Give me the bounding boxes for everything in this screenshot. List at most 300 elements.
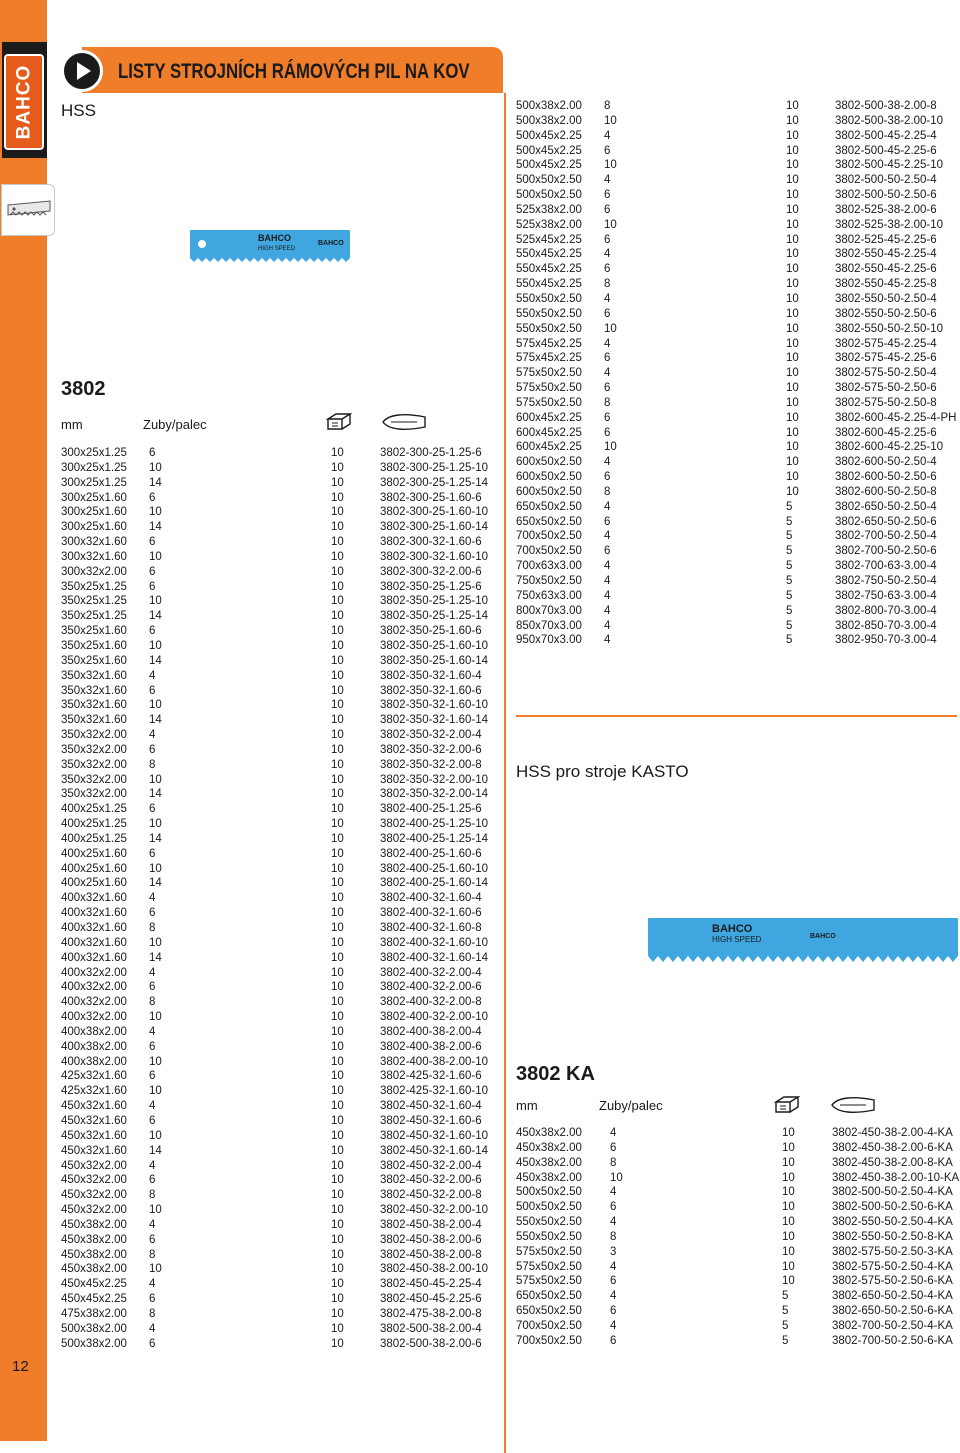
cell-teeth: 4: [604, 604, 611, 617]
cell-size: 400x32x2.00: [61, 1011, 127, 1024]
table-row: [516, 574, 956, 589]
cell-size: 550x50x2.50: [516, 307, 582, 320]
cell-code: 3802-350-25-1.25-6: [380, 580, 482, 593]
cell-code: 3802-300-25-1.60-14: [380, 521, 489, 534]
table-row: [516, 262, 956, 277]
table-row: [61, 802, 501, 817]
cell-code: 3802-575-50-2.50-4: [835, 367, 937, 380]
cell-teeth: 10: [149, 699, 162, 712]
cell-pack: 10: [331, 951, 344, 964]
cell-code: 3802-450-32-2.00-8: [380, 1189, 482, 1202]
cell-code: 3802-350-25-1.60-14: [380, 654, 489, 667]
table-row: [61, 1203, 501, 1218]
cell-size: 750x63x3.00: [516, 589, 582, 602]
cell-size: 400x32x2.00: [61, 966, 127, 979]
cell-teeth: 6: [149, 1070, 156, 1083]
cell-teeth: 6: [604, 233, 611, 246]
table-row: [61, 1277, 501, 1292]
blade-image: [190, 228, 350, 264]
cell-teeth: 6: [149, 536, 156, 549]
cell-code: 3802-500-45-2.25-6: [835, 144, 937, 157]
cell-teeth: 4: [149, 1218, 156, 1231]
table-row: [61, 446, 501, 461]
kasto-blade-brand-text: BAHCO: [712, 923, 753, 935]
cell-pack: 10: [331, 1307, 344, 1320]
cell-code: 3802-700-50-2.50-6-KA: [832, 1334, 953, 1347]
cell-size: 400x32x1.60: [61, 907, 127, 920]
table-row: [61, 876, 501, 891]
cell-pack: 10: [331, 1337, 344, 1350]
cell-code: 3802-600-50-2.50-6: [835, 471, 937, 484]
cell-pack: 10: [331, 936, 344, 949]
cell-code: 3802-400-32-1.60-10: [380, 936, 489, 949]
cell-teeth: 6: [149, 803, 156, 816]
cell-teeth: 6: [610, 1201, 617, 1214]
cell-pack: 10: [331, 892, 344, 905]
section-divider: [516, 715, 957, 717]
cell-pack: 5: [786, 515, 793, 528]
cell-code: 3802-450-32-1.60-6: [380, 1114, 482, 1127]
cell-code: 3802-400-25-1.25-10: [380, 818, 489, 831]
cell-code: 3802-575-50-2.50-6-KA: [832, 1275, 953, 1288]
cell-code: 3802-700-50-2.50-4-KA: [832, 1319, 953, 1332]
cell-pack: 5: [782, 1334, 789, 1347]
cell-pack: 10: [331, 476, 344, 489]
cell-teeth: 4: [610, 1260, 617, 1273]
table-row: [516, 292, 956, 307]
cell-pack: 10: [331, 550, 344, 563]
cell-pack: 10: [786, 382, 799, 395]
cell-code: 3802-450-38-2.00-10-KA: [832, 1171, 960, 1184]
table-row: [516, 440, 956, 455]
cell-code: 3802-450-32-2.00-10: [380, 1204, 489, 1217]
cell-pack: 10: [786, 278, 799, 291]
table-row: [516, 604, 956, 619]
cell-teeth: 8: [149, 1248, 156, 1261]
cell-code: 3802-400-25-1.25-14: [380, 832, 489, 845]
cell-teeth: 4: [149, 1322, 156, 1335]
cell-size: 425x32x1.60: [61, 1070, 127, 1083]
cell-size: 575x50x2.50: [516, 1260, 582, 1273]
cell-size: 350x25x1.60: [61, 625, 127, 638]
cell-teeth: 6: [149, 625, 156, 638]
cell-pack: 10: [331, 1070, 344, 1083]
cell-teeth: 6: [149, 580, 156, 593]
table-row: [516, 99, 956, 114]
cell-teeth: 6: [604, 426, 611, 439]
cell-code: 3802-550-50-2.50-6: [835, 307, 937, 320]
cell-code: 3802-350-32-1.60-14: [380, 714, 489, 727]
cell-size: 575x50x2.50: [516, 1275, 582, 1288]
cell-pack: 10: [331, 862, 344, 875]
cell-code: 3802-575-45-2.25-6: [835, 352, 937, 365]
cell-size: 450x38x2.00: [61, 1248, 127, 1261]
table-row: [516, 158, 956, 173]
cell-pack: 10: [331, 907, 344, 920]
kasto-blade-length-icon: [830, 1094, 876, 1116]
cell-teeth: 4: [604, 619, 611, 632]
cell-code: 3802-750-63-3.00-4: [835, 589, 937, 602]
cell-code: 3802-750-50-2.50-4: [835, 575, 937, 587]
cell-pack: 10: [786, 203, 799, 216]
cell-size: 300x32x1.60: [61, 550, 127, 563]
table-row: [516, 129, 956, 144]
cell-teeth: 10: [149, 595, 162, 608]
cell-size: 650x50x2.50: [516, 515, 582, 528]
cell-code: 3802-850-70-3.00-4: [835, 619, 937, 632]
cell-size: 450x45x2.25: [61, 1278, 127, 1291]
cell-code: 3802-450-45-2.25-6: [380, 1293, 482, 1306]
table-row: [61, 773, 501, 788]
table-row: [516, 559, 956, 574]
cell-code: 3802-450-38-2.00-8-KA: [832, 1156, 953, 1169]
table-row: [61, 728, 501, 743]
cell-teeth: 8: [604, 278, 611, 291]
cell-size: 650x50x2.50: [516, 1305, 582, 1318]
cell-teeth: 6: [604, 263, 611, 276]
table-row: [516, 337, 956, 352]
cell-teeth: 10: [149, 818, 162, 831]
cell-teeth: 14: [149, 832, 162, 845]
cell-pack: 10: [331, 447, 344, 459]
table-row: [61, 654, 501, 669]
cell-code: 3802-300-25-1.60-10: [380, 506, 489, 519]
cell-teeth: 6: [149, 491, 156, 504]
table-row: [61, 461, 501, 476]
cell-size: 450x38x2.00: [516, 1141, 582, 1154]
table-row: [61, 1144, 501, 1159]
cell-pack: 10: [331, 1085, 344, 1098]
table-row: [61, 936, 501, 951]
cell-size: 400x25x1.25: [61, 818, 127, 831]
cell-code: 3802-350-32-1.60-10: [380, 699, 489, 712]
cell-size: 700x63x3.00: [516, 560, 582, 573]
cell-pack: 10: [331, 565, 344, 578]
cell-pack: 10: [331, 595, 344, 608]
table-row: [61, 980, 501, 995]
cell-code: 3802-600-45-2.25-10: [835, 441, 944, 454]
table-row: [61, 594, 501, 609]
cell-pack: 5: [782, 1305, 789, 1318]
cell-code: 3802-400-25-1.60-6: [380, 847, 482, 860]
cell-size: 300x25x1.60: [61, 506, 127, 519]
cell-size: 550x45x2.25: [516, 248, 582, 261]
table-row: [516, 589, 956, 604]
cell-pack: 10: [786, 114, 799, 127]
table-row: [516, 1260, 956, 1275]
cell-code: 3802-400-32-1.60-14: [380, 951, 489, 964]
cell-size: 500x38x2.00: [516, 114, 582, 127]
cell-code: 3802-800-70-3.00-4: [835, 604, 937, 617]
cell-teeth: 10: [604, 159, 617, 172]
table-row: [61, 995, 501, 1010]
cell-size: 400x25x1.60: [61, 847, 127, 860]
cell-teeth: 10: [149, 1055, 162, 1068]
cell-teeth: 6: [604, 471, 611, 484]
cell-pack: 10: [786, 441, 799, 454]
cell-teeth: 4: [149, 1025, 156, 1038]
cell-pack: 10: [782, 1127, 795, 1139]
cell-teeth: 10: [610, 1171, 623, 1184]
cell-teeth: 6: [610, 1334, 617, 1347]
cell-size: 400x38x2.00: [61, 1025, 127, 1038]
table-row: [61, 891, 501, 906]
cell-pack: 10: [782, 1141, 795, 1154]
cell-pack: 10: [331, 684, 344, 697]
cell-teeth: 14: [149, 521, 162, 534]
cell-size: 350x32x2.00: [61, 788, 127, 801]
table-row: [61, 1025, 501, 1040]
cell-code: 3802-700-50-2.50-4: [835, 530, 937, 543]
cell-teeth: 6: [149, 1174, 156, 1187]
cell-teeth: 14: [149, 1144, 162, 1157]
cell-teeth: 8: [149, 922, 156, 934]
cell-pack: 10: [331, 996, 344, 1009]
column-divider: [504, 93, 506, 1453]
table-row: [516, 1200, 956, 1215]
cell-pack: 10: [331, 491, 344, 504]
table-row: [516, 1141, 956, 1156]
cell-code: 3802-450-38-2.00-4-KA: [832, 1127, 953, 1139]
cell-size: 500x45x2.25: [516, 159, 582, 172]
table-row: [516, 426, 956, 441]
cell-code: 3802-500-38-2.00-4: [380, 1322, 482, 1335]
cell-teeth: 4: [604, 589, 611, 602]
cell-code: 3802-400-25-1.25-6: [380, 803, 482, 816]
cell-code: 3802-500-45-2.25-4: [835, 129, 937, 142]
cell-code: 3802-550-50-2.50-10: [835, 322, 944, 335]
table-row: [61, 491, 501, 506]
cell-size: 450x32x1.60: [61, 1144, 127, 1157]
cell-size: 500x50x2.50: [516, 189, 582, 202]
table-row: [61, 787, 501, 802]
table-row: [516, 544, 956, 559]
cell-code: 3802-450-32-1.60-10: [380, 1129, 489, 1142]
cell-pack: 10: [331, 521, 344, 534]
cell-pack: 10: [331, 729, 344, 742]
table-row: [516, 1304, 956, 1319]
cell-pack: 10: [331, 847, 344, 860]
cell-pack: 5: [786, 545, 793, 558]
cell-code: 3802-400-32-1.60-6: [380, 907, 482, 920]
cell-teeth: 4: [604, 500, 611, 513]
cell-code: 3802-425-32-1.60-10: [380, 1085, 489, 1098]
cell-pack: 10: [331, 461, 344, 474]
cell-size: 550x45x2.25: [516, 278, 582, 291]
table-row: [516, 173, 956, 188]
cell-teeth: 4: [604, 292, 611, 305]
cell-teeth: 6: [604, 545, 611, 558]
cell-teeth: 10: [604, 441, 617, 454]
table-row: [516, 485, 956, 500]
table-row: [61, 639, 501, 654]
cell-teeth: 6: [149, 907, 156, 920]
table-row: [516, 455, 956, 470]
cell-size: 450x32x1.60: [61, 1100, 127, 1113]
table-row: [516, 515, 956, 530]
cell-code: 3802-500-50-2.50-4-KA: [832, 1186, 953, 1199]
cell-pack: 10: [786, 352, 799, 365]
cell-code: 3802-400-38-2.00-10: [380, 1055, 489, 1068]
cell-teeth: 14: [149, 877, 162, 890]
cell-teeth: 4: [149, 966, 156, 979]
cell-pack: 10: [786, 233, 799, 246]
cell-pack: 10: [786, 174, 799, 187]
cell-size: 600x50x2.50: [516, 456, 582, 469]
cell-code: 3802-550-50-2.50-4-KA: [832, 1216, 953, 1229]
kasto-col-header-mm: mm: [516, 1098, 538, 1113]
cell-code: 3802-400-32-1.60-4: [380, 892, 482, 905]
cell-pack: 10: [786, 367, 799, 380]
cell-teeth: 8: [149, 1189, 156, 1202]
cell-size: 450x32x1.60: [61, 1129, 127, 1142]
cell-code: 3802-450-32-2.00-4: [380, 1159, 482, 1172]
cell-code: 3802-450-38-2.00-6-KA: [832, 1141, 953, 1154]
cell-code: 3802-500-38-2.00-8: [835, 100, 937, 112]
table-row: [516, 218, 956, 233]
cell-pack: 10: [331, 1144, 344, 1157]
cell-code: 3802-350-32-2.00-4: [380, 729, 482, 742]
cell-size: 350x25x1.60: [61, 639, 127, 652]
cell-size: 300x25x1.25: [61, 476, 127, 489]
cell-size: 400x32x1.60: [61, 892, 127, 905]
cell-size: 700x50x2.50: [516, 1319, 582, 1332]
cell-size: 800x70x3.00: [516, 604, 582, 617]
table-row: [516, 529, 956, 544]
cell-size: 550x50x2.50: [516, 292, 582, 305]
kasto-col-header-teeth: Zuby/palec: [599, 1098, 663, 1113]
cell-size: 400x32x2.00: [61, 981, 127, 994]
cell-code: 3802-400-32-2.00-8: [380, 996, 482, 1009]
table-row: [61, 966, 501, 981]
cell-teeth: 14: [149, 951, 162, 964]
table-row: [61, 1099, 501, 1114]
col-header-teeth: Zuby/palec: [143, 417, 207, 432]
cell-teeth: 4: [604, 530, 611, 543]
cell-pack: 5: [786, 500, 793, 513]
cell-size: 500x38x2.00: [516, 100, 582, 112]
cell-teeth: 4: [610, 1186, 617, 1199]
cell-pack: 10: [331, 1204, 344, 1217]
cell-code: 3802-350-25-1.60-6: [380, 625, 482, 638]
cell-teeth: 8: [149, 758, 156, 771]
cell-pack: 10: [786, 218, 799, 231]
table-row: [61, 1173, 501, 1188]
cell-code: 3802-300-25-1.25-14: [380, 476, 489, 489]
table-row: [61, 1307, 501, 1322]
cell-size: 300x32x1.60: [61, 536, 127, 549]
cell-pack: 5: [786, 604, 793, 617]
cell-pack: 10: [331, 803, 344, 816]
cell-pack: 10: [331, 981, 344, 994]
table-row: [61, 520, 501, 535]
cell-size: 500x50x2.50: [516, 1186, 582, 1199]
cell-pack: 10: [786, 292, 799, 305]
cell-code: 3802-550-45-2.25-4: [835, 248, 937, 261]
cell-size: 400x38x2.00: [61, 1040, 127, 1053]
table-row: [516, 1156, 956, 1171]
cell-teeth: 4: [604, 456, 611, 469]
cell-pack: 5: [786, 589, 793, 602]
cell-pack: 5: [786, 634, 793, 647]
table-row: [516, 114, 956, 129]
play-arrow-icon: [61, 50, 103, 92]
cell-code: 3802-550-45-2.25-8: [835, 278, 937, 291]
cell-code: 3802-650-50-2.50-6-KA: [832, 1305, 953, 1318]
cell-teeth: 6: [149, 1233, 156, 1246]
cell-teeth: 4: [604, 174, 611, 187]
table-row: [516, 351, 956, 366]
cell-teeth: 6: [604, 411, 611, 424]
cell-pack: 10: [331, 1159, 344, 1172]
cell-code: 3802-575-50-2.50-3-KA: [832, 1245, 953, 1258]
cell-pack: 10: [786, 129, 799, 142]
cell-teeth: 4: [604, 129, 611, 142]
cell-pack: 10: [331, 625, 344, 638]
package-icon: [326, 411, 352, 433]
table-row: [516, 1319, 956, 1334]
cell-code: 3802-600-50-2.50-8: [835, 485, 937, 498]
cell-teeth: 6: [604, 189, 611, 202]
cell-size: 350x32x2.00: [61, 743, 127, 756]
table-row: [61, 1218, 501, 1233]
cell-code: 3802-400-38-2.00-6: [380, 1040, 482, 1053]
cell-teeth: 10: [149, 550, 162, 563]
table-row: [516, 500, 956, 515]
cell-pack: 10: [331, 1174, 344, 1187]
cell-code: 3802-500-50-2.50-6-KA: [832, 1201, 953, 1214]
table-row: [61, 669, 501, 684]
cell-code: 3802-400-32-2.00-6: [380, 981, 482, 994]
table-row: [516, 411, 956, 426]
cell-pack: 10: [331, 699, 344, 712]
cell-size: 550x45x2.25: [516, 263, 582, 276]
cell-teeth: 8: [149, 996, 156, 1009]
cell-code: 3802-575-50-2.50-6: [835, 382, 937, 395]
table-row: [61, 535, 501, 550]
cell-code: 3802-475-38-2.00-8: [380, 1307, 482, 1320]
cell-teeth: 3: [610, 1245, 617, 1258]
cell-pack: 10: [782, 1186, 795, 1199]
cell-size: 550x50x2.50: [516, 322, 582, 335]
cell-size: 450x32x2.00: [61, 1189, 127, 1202]
cell-pack: 10: [331, 1011, 344, 1024]
cell-teeth: 10: [149, 1011, 162, 1024]
table-row: [61, 832, 501, 847]
cell-code: 3802-550-50-2.50-4: [835, 292, 937, 305]
cell-teeth: 4: [149, 1100, 156, 1113]
cell-size: 450x38x2.00: [516, 1156, 582, 1169]
cell-pack: 10: [331, 773, 344, 786]
cell-size: 350x32x2.00: [61, 758, 127, 771]
cell-size: 550x50x2.50: [516, 1230, 582, 1243]
cell-size: 450x38x2.00: [61, 1218, 127, 1231]
cell-size: 400x25x1.60: [61, 862, 127, 875]
table-row: [61, 758, 501, 773]
cell-pack: 5: [786, 560, 793, 573]
cell-teeth: 10: [149, 639, 162, 652]
cell-teeth: 6: [610, 1275, 617, 1288]
cell-size: 400x25x1.25: [61, 832, 127, 845]
table-row: [516, 277, 956, 292]
product-table-kasto: [516, 1126, 960, 1349]
table-row: [61, 1114, 501, 1129]
cell-code: 3802-450-38-2.00-10: [380, 1263, 489, 1276]
cell-code: 3802-700-63-3.00-4: [835, 560, 937, 573]
cell-size: 350x25x1.60: [61, 654, 127, 667]
cell-code: 3802-350-25-1.25-14: [380, 610, 489, 623]
cell-code: 3802-450-38-2.00-6: [380, 1233, 482, 1246]
